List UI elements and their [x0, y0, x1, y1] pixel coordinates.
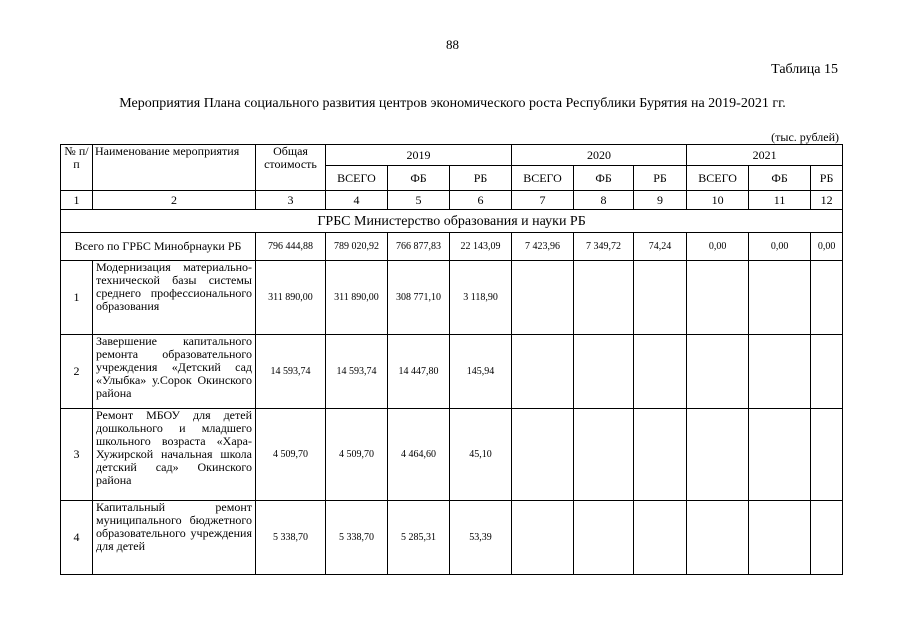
- header-sub-fb: ФБ: [574, 166, 634, 191]
- column-number: 10: [687, 191, 749, 210]
- header-sub-fb: ФБ: [388, 166, 450, 191]
- row-value: [749, 501, 811, 575]
- row-value: [749, 261, 811, 335]
- column-number: 12: [811, 191, 843, 210]
- total-value: 0,00: [749, 233, 811, 261]
- row-value: 3 118,90: [450, 261, 512, 335]
- row-value: [574, 335, 634, 409]
- row-value: [512, 335, 574, 409]
- header-year-2019: 2019: [326, 145, 512, 166]
- row-name: Модернизация материально-технической базы системы среднего профессионального образования: [93, 261, 256, 335]
- section-title: ГРБС Министерство образования и науки РБ: [61, 210, 843, 233]
- row-value: [634, 501, 687, 575]
- row-value: [574, 409, 634, 501]
- row-value: [811, 501, 843, 575]
- header-total-cost: Общая стоимость: [256, 145, 326, 191]
- total-value: 766 877,83: [388, 233, 450, 261]
- total-value: 0,00: [811, 233, 843, 261]
- row-value: [687, 335, 749, 409]
- units-note: (тыс. рублей): [771, 130, 839, 144]
- row-value: [634, 261, 687, 335]
- row-value: [574, 261, 634, 335]
- row-value: [811, 261, 843, 335]
- row-number: 3: [61, 409, 93, 501]
- row-value: [634, 409, 687, 501]
- row-number: 1: [61, 261, 93, 335]
- page-number: 88: [446, 37, 459, 52]
- row-value: [687, 501, 749, 575]
- header-year-2021: 2021: [687, 145, 843, 166]
- row-value: [512, 261, 574, 335]
- total-value: 0,00: [687, 233, 749, 261]
- total-value: 789 020,92: [326, 233, 388, 261]
- header-sub-fb: ФБ: [749, 166, 811, 191]
- row-name: Капитальный ремонт муниципального бюджетного образовательного учреждения для детей: [93, 501, 256, 575]
- header-name: Наименование мероприятия: [93, 145, 256, 191]
- column-number: 5: [388, 191, 450, 210]
- row-value: 14 447,80: [388, 335, 450, 409]
- header-sub-rb: РБ: [811, 166, 843, 191]
- row-number: 2: [61, 335, 93, 409]
- row-value: [512, 501, 574, 575]
- row-value: [749, 335, 811, 409]
- row-number: 4: [61, 501, 93, 575]
- row-value: [634, 335, 687, 409]
- header-sub-total: ВСЕГО: [512, 166, 574, 191]
- row-value: 308 771,10: [388, 261, 450, 335]
- table-row: [61, 501, 843, 575]
- row-value: 53,39: [450, 501, 512, 575]
- row-value: [574, 501, 634, 575]
- column-number: 4: [326, 191, 388, 210]
- row-value: 5 285,31: [388, 501, 450, 575]
- total-value: 22 143,09: [450, 233, 512, 261]
- column-number: 11: [749, 191, 811, 210]
- column-number: 9: [634, 191, 687, 210]
- total-value: 74,24: [634, 233, 687, 261]
- column-number: 7: [512, 191, 574, 210]
- document-title: Мероприятия Плана социального развития центров экономического роста Республики Бурятия на 2019-2021 гг.: [119, 96, 786, 111]
- column-number: 1: [61, 191, 93, 210]
- row-value: [687, 261, 749, 335]
- row-value: 4 509,70: [326, 409, 388, 501]
- column-number: 3: [256, 191, 326, 210]
- row-value: 4 464,60: [388, 409, 450, 501]
- total-value: 7 423,96: [512, 233, 574, 261]
- row-value: [811, 335, 843, 409]
- total-row-label: Всего по ГРБС Минобрнауки РБ: [61, 233, 256, 261]
- total-value: 796 444,88: [256, 233, 326, 261]
- total-value: 7 349,72: [574, 233, 634, 261]
- header-sub-total: ВСЕГО: [687, 166, 749, 191]
- row-name: Завершение капитального ремонта образовательного учреждения «Детский сад «Улыбка» у.Сорок Окинского района: [93, 335, 256, 409]
- header-year-2020: 2020: [512, 145, 687, 166]
- row-value: 4 509,70: [256, 409, 326, 501]
- row-value: [749, 409, 811, 501]
- table-row: [61, 261, 843, 335]
- column-number: 2: [93, 191, 256, 210]
- total-row: [61, 233, 843, 261]
- row-value: [687, 409, 749, 501]
- column-number: 6: [450, 191, 512, 210]
- row-value: 45,10: [450, 409, 512, 501]
- header-sub-rb: РБ: [450, 166, 512, 191]
- row-value: 5 338,70: [256, 501, 326, 575]
- row-value: 14 593,74: [256, 335, 326, 409]
- table-row: [61, 335, 843, 409]
- row-value: 311 890,00: [256, 261, 326, 335]
- row-value: 14 593,74: [326, 335, 388, 409]
- header-sub-rb: РБ: [634, 166, 687, 191]
- row-value: 5 338,70: [326, 501, 388, 575]
- row-value: [811, 409, 843, 501]
- table-row: [61, 409, 843, 501]
- row-value: 145,94: [450, 335, 512, 409]
- row-value: 311 890,00: [326, 261, 388, 335]
- table-label: Таблица 15: [771, 62, 838, 77]
- header-num: № п/п: [61, 145, 93, 191]
- events-table: [60, 144, 843, 575]
- row-name: Ремонт МБОУ для детей дошкольного и младшего школьного возраста «Хара-Хужирской начальная школа детский сад» Окинского района: [93, 409, 256, 501]
- row-value: [512, 409, 574, 501]
- column-number: 8: [574, 191, 634, 210]
- header-sub-total: ВСЕГО: [326, 166, 388, 191]
